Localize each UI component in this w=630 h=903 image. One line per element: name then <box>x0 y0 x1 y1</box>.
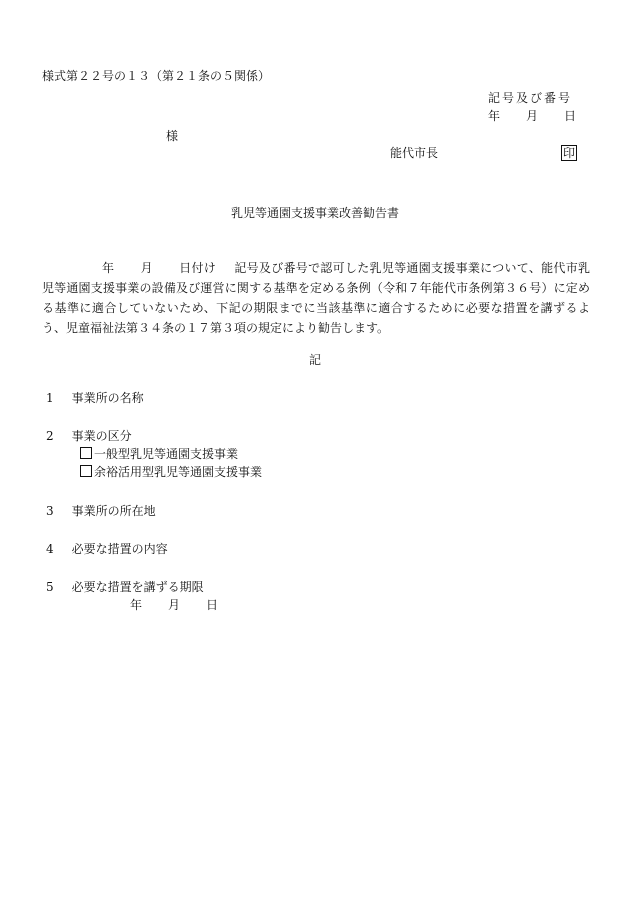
checkbox-icon[interactable] <box>80 447 92 459</box>
form-number: 様式第２２号の１３（第２１条の５関係） <box>42 69 271 83</box>
option-spare-capacity-type[interactable] <box>80 464 262 480</box>
item-number: 2 <box>46 429 54 443</box>
ki-heading: 記 <box>308 353 321 367</box>
addressee-honorific: 様 <box>166 129 179 143</box>
item-number: 4 <box>46 542 54 556</box>
seal-mark <box>561 145 577 161</box>
deadline-date <box>130 597 218 613</box>
item-1 <box>46 390 144 406</box>
body-text: 記号及び番号で認可した乳児等通園支援事業について、能代市乳児等通園支援事業の設備及び運営に関する基準を定める条例（令和７年能代市条例第３６号）に定める基準に適合していないため、下記の期限までに当該基準に適合するために必要な措置を講ずるよう、児童福祉法第３４条の１７第３項の規定により勧告します。 <box>42 261 590 335</box>
body-date-year: 年 <box>102 261 115 275</box>
date-day: 日 <box>564 109 577 123</box>
document-title: 乳児等通園支援事業改善勧告書 <box>230 206 399 220</box>
seal-label: 印 <box>563 146 576 160</box>
date-year: 年 <box>488 109 501 123</box>
option-general-type[interactable] <box>80 446 238 462</box>
item-number: 1 <box>46 391 54 405</box>
option-label: 余裕活用型乳児等通園支援事業 <box>94 465 263 479</box>
item-number: 3 <box>46 504 54 518</box>
item-number: 5 <box>46 580 54 594</box>
deadline-month: 月 <box>168 598 181 612</box>
item-4 <box>46 541 168 557</box>
body-date-month: 月 <box>140 261 153 275</box>
item-label: 事業の区分 <box>71 429 132 443</box>
date-month: 月 <box>526 109 539 123</box>
body-paragraph <box>42 258 590 338</box>
sender-name: 能代市長 <box>390 146 439 160</box>
item-3 <box>46 503 156 519</box>
item-5 <box>46 579 204 595</box>
reference-label: 記号及び番号 <box>488 91 573 105</box>
item-2 <box>46 428 132 444</box>
item-label: 事業所の所在地 <box>71 504 156 518</box>
item-label: 必要な措置の内容 <box>71 542 168 556</box>
option-label: 一般型乳児等通園支援事業 <box>94 447 239 461</box>
deadline-year: 年 <box>130 598 143 612</box>
item-label: 事業所の名称 <box>71 391 144 405</box>
checkbox-icon[interactable] <box>80 465 92 477</box>
body-date-dated: 日付け <box>178 261 217 275</box>
item-label: 必要な措置を講ずる期限 <box>71 580 204 594</box>
deadline-day: 日 <box>206 598 219 612</box>
header-date <box>488 108 576 124</box>
